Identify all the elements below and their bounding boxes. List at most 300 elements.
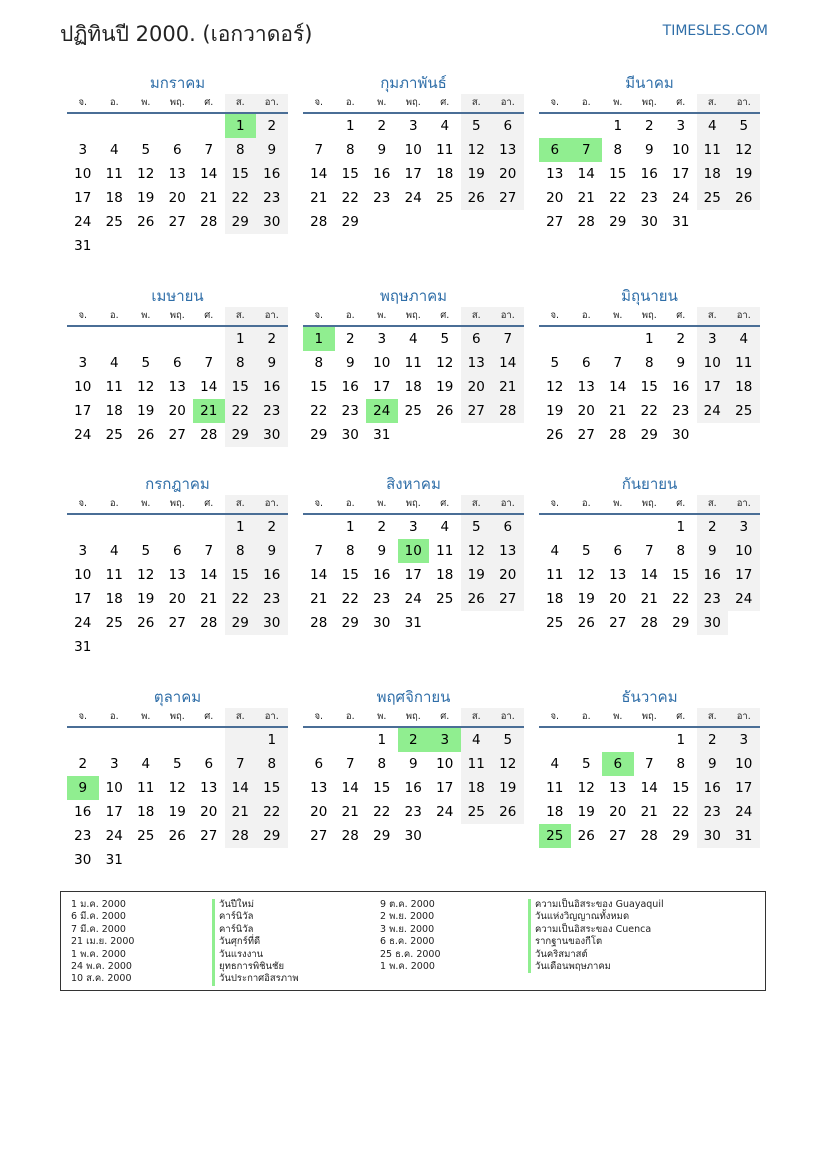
day-cell[interactable]: 15 — [225, 563, 257, 587]
day-cell[interactable]: 8 — [256, 752, 288, 776]
day-cell[interactable]: 2 — [256, 515, 288, 539]
day-cell[interactable]: 15 — [672, 567, 690, 583]
day-cell[interactable]: 15 — [672, 780, 690, 796]
day-cell[interactable]: 24 — [74, 427, 92, 443]
day-cell[interactable]: 8 — [676, 543, 686, 559]
day-cell[interactable]: 14 — [640, 567, 658, 583]
day-cell[interactable]: 24 — [404, 591, 422, 607]
day-cell[interactable]: 7 — [314, 543, 324, 559]
day-cell[interactable]: 24 — [105, 828, 123, 844]
day-cell[interactable]: 3 — [697, 327, 729, 351]
day-cell[interactable]: 31 — [373, 427, 391, 443]
day-cell[interactable]: 26 — [436, 403, 454, 419]
day-cell[interactable]: 7 — [345, 756, 355, 772]
day-cell[interactable]: 1 — [644, 331, 654, 347]
day-cell[interactable]: 17 — [105, 804, 123, 820]
day-cell[interactable]: 13 — [168, 379, 186, 395]
day-cell[interactable]: 2 — [644, 118, 654, 134]
day-cell[interactable]: 26 — [728, 186, 760, 210]
day-cell[interactable]: 8 — [225, 138, 257, 162]
day-cell[interactable]: 31 — [404, 615, 422, 631]
day-cell[interactable]: 4 — [440, 118, 450, 134]
day-cell[interactable]: 27 — [609, 615, 627, 631]
day-cell[interactable]: 29 — [310, 427, 328, 443]
day-cell[interactable]: 9 — [676, 355, 686, 371]
day-cell[interactable]: 4 — [440, 519, 450, 535]
day-cell[interactable]: 23 — [373, 591, 391, 607]
day-cell[interactable]: 10 — [105, 780, 123, 796]
day-cell[interactable]: 13 — [168, 567, 186, 583]
day-cell[interactable]: 17 — [74, 190, 92, 206]
day-cell[interactable]: 25 — [436, 190, 454, 206]
day-cell[interactable]: 5 — [461, 114, 493, 138]
day-cell[interactable]: 17 — [404, 567, 422, 583]
day-cell[interactable]: 18 — [137, 804, 155, 820]
day-cell[interactable]: 22 — [672, 804, 690, 820]
day-cell[interactable]: 14 — [200, 567, 218, 583]
day-cell[interactable]: 2 — [697, 728, 729, 752]
day-cell[interactable]: 10 — [728, 752, 760, 776]
day-cell[interactable]: 9 — [377, 142, 387, 158]
day-cell[interactable]: 9 — [644, 142, 654, 158]
day-cell[interactable]: 21 — [640, 804, 658, 820]
day-cell[interactable]: 27 — [200, 828, 218, 844]
day-cell[interactable]: 3 — [78, 142, 88, 158]
day-cell[interactable]: 21 — [609, 403, 627, 419]
day-cell[interactable]: 8 — [613, 142, 623, 158]
day-cell[interactable]: 6 — [492, 515, 524, 539]
day-cell[interactable]: 2 — [256, 327, 288, 351]
day-cell[interactable]: 5 — [141, 142, 151, 158]
day-cell[interactable]: 3 — [408, 519, 418, 535]
day-cell[interactable]: 31 — [74, 238, 92, 254]
day-cell[interactable]: 31 — [672, 214, 690, 230]
day-cell[interactable]: 27 — [168, 615, 186, 631]
day-cell[interactable]: 17 — [404, 166, 422, 182]
day-cell[interactable]: 29 — [373, 828, 391, 844]
day-cell[interactable]: 13 — [577, 379, 595, 395]
day-cell[interactable]: 1 — [613, 118, 623, 134]
day-cell[interactable]: 28 — [640, 828, 658, 844]
day-cell[interactable]: 1 — [676, 519, 686, 535]
day-cell[interactable]: 19 — [137, 591, 155, 607]
day-cell[interactable]: 11 — [436, 142, 454, 158]
day-cell[interactable]: 8 — [314, 355, 324, 371]
day-cell[interactable]: 5 — [141, 355, 151, 371]
day-cell[interactable]: 12 — [168, 780, 186, 796]
day-cell[interactable]: 7 — [613, 355, 623, 371]
day-cell[interactable]: 23 — [672, 403, 690, 419]
day-cell[interactable]: 28 — [200, 427, 218, 443]
day-cell[interactable]: 26 — [168, 828, 186, 844]
holiday-day-cell[interactable]: 3 — [429, 728, 461, 752]
day-cell[interactable]: 11 — [105, 567, 123, 583]
day-cell[interactable]: 21 — [577, 190, 595, 206]
day-cell[interactable]: 19 — [137, 190, 155, 206]
day-cell[interactable]: 18 — [404, 379, 422, 395]
day-cell[interactable]: 17 — [373, 379, 391, 395]
day-cell[interactable]: 7 — [314, 142, 324, 158]
day-cell[interactable]: 9 — [408, 756, 418, 772]
day-cell[interactable]: 1 — [377, 732, 387, 748]
day-cell[interactable]: 18 — [728, 375, 760, 399]
day-cell[interactable]: 28 — [492, 399, 524, 423]
day-cell[interactable]: 23 — [256, 186, 288, 210]
day-cell[interactable]: 18 — [105, 403, 123, 419]
day-cell[interactable]: 9 — [345, 355, 355, 371]
day-cell[interactable]: 10 — [697, 351, 729, 375]
day-cell[interactable]: 19 — [546, 403, 564, 419]
day-cell[interactable]: 21 — [200, 591, 218, 607]
day-cell[interactable]: 31 — [74, 639, 92, 655]
day-cell[interactable]: 30 — [256, 210, 288, 234]
day-cell[interactable]: 12 — [728, 138, 760, 162]
day-cell[interactable]: 19 — [577, 591, 595, 607]
day-cell[interactable]: 28 — [341, 828, 359, 844]
day-cell[interactable]: 19 — [461, 162, 493, 186]
day-cell[interactable]: 3 — [78, 355, 88, 371]
day-cell[interactable]: 23 — [341, 403, 359, 419]
day-cell[interactable]: 21 — [200, 190, 218, 206]
day-cell[interactable]: 15 — [640, 379, 658, 395]
day-cell[interactable]: 10 — [74, 166, 92, 182]
day-cell[interactable]: 15 — [609, 166, 627, 182]
day-cell[interactable]: 12 — [461, 138, 493, 162]
day-cell[interactable]: 25 — [436, 591, 454, 607]
day-cell[interactable]: 20 — [200, 804, 218, 820]
day-cell[interactable]: 2 — [697, 515, 729, 539]
day-cell[interactable]: 14 — [225, 776, 257, 800]
day-cell[interactable]: 18 — [105, 190, 123, 206]
day-cell[interactable]: 25 — [697, 186, 729, 210]
day-cell[interactable]: 3 — [78, 543, 88, 559]
day-cell[interactable]: 17 — [436, 780, 454, 796]
holiday-day-cell[interactable]: 1 — [225, 114, 257, 138]
day-cell[interactable]: 14 — [341, 780, 359, 796]
day-cell[interactable]: 6 — [314, 756, 324, 772]
day-cell[interactable]: 4 — [461, 728, 493, 752]
day-cell[interactable]: 29 — [672, 828, 690, 844]
holiday-day-cell[interactable]: 25 — [539, 824, 571, 848]
day-cell[interactable]: 5 — [461, 515, 493, 539]
day-cell[interactable]: 15 — [225, 162, 257, 186]
day-cell[interactable]: 18 — [546, 591, 564, 607]
day-cell[interactable]: 7 — [204, 355, 214, 371]
day-cell[interactable]: 29 — [256, 824, 288, 848]
day-cell[interactable]: 13 — [200, 780, 218, 796]
day-cell[interactable]: 26 — [137, 615, 155, 631]
day-cell[interactable]: 30 — [672, 427, 690, 443]
day-cell[interactable]: 11 — [697, 138, 729, 162]
day-cell[interactable]: 14 — [609, 379, 627, 395]
holiday-day-cell[interactable]: 6 — [602, 752, 634, 776]
day-cell[interactable]: 17 — [672, 166, 690, 182]
day-cell[interactable]: 1 — [345, 519, 355, 535]
day-cell[interactable]: 11 — [105, 166, 123, 182]
day-cell[interactable]: 21 — [341, 804, 359, 820]
day-cell[interactable]: 10 — [74, 379, 92, 395]
day-cell[interactable]: 28 — [640, 615, 658, 631]
day-cell[interactable]: 22 — [341, 591, 359, 607]
day-cell[interactable]: 20 — [577, 403, 595, 419]
day-cell[interactable]: 13 — [168, 166, 186, 182]
day-cell[interactable]: 13 — [609, 780, 627, 796]
day-cell[interactable]: 9 — [377, 543, 387, 559]
day-cell[interactable]: 4 — [109, 142, 119, 158]
day-cell[interactable]: 8 — [345, 142, 355, 158]
day-cell[interactable]: 20 — [168, 591, 186, 607]
day-cell[interactable]: 9 — [256, 351, 288, 375]
day-cell[interactable]: 10 — [728, 539, 760, 563]
day-cell[interactable]: 26 — [577, 828, 595, 844]
day-cell[interactable]: 20 — [546, 190, 564, 206]
day-cell[interactable]: 11 — [728, 351, 760, 375]
day-cell[interactable]: 19 — [728, 162, 760, 186]
day-cell[interactable]: 18 — [546, 804, 564, 820]
day-cell[interactable]: 31 — [728, 824, 760, 848]
day-cell[interactable]: 22 — [609, 190, 627, 206]
day-cell[interactable]: 19 — [577, 804, 595, 820]
day-cell[interactable]: 15 — [310, 379, 328, 395]
day-cell[interactable]: 22 — [373, 804, 391, 820]
day-cell[interactable]: 23 — [697, 800, 729, 824]
day-cell[interactable]: 3 — [408, 118, 418, 134]
day-cell[interactable]: 15 — [256, 776, 288, 800]
day-cell[interactable]: 15 — [225, 375, 257, 399]
day-cell[interactable]: 12 — [436, 355, 454, 371]
day-cell[interactable]: 21 — [310, 591, 328, 607]
day-cell[interactable]: 25 — [137, 828, 155, 844]
day-cell[interactable]: 27 — [168, 214, 186, 230]
day-cell[interactable]: 25 — [728, 399, 760, 423]
brand-link[interactable]: TIMESLES.COM — [662, 23, 768, 39]
day-cell[interactable]: 4 — [697, 114, 729, 138]
day-cell[interactable]: 16 — [373, 166, 391, 182]
day-cell[interactable]: 8 — [676, 756, 686, 772]
day-cell[interactable]: 28 — [310, 214, 328, 230]
day-cell[interactable]: 17 — [74, 591, 92, 607]
day-cell[interactable]: 11 — [404, 355, 422, 371]
day-cell[interactable]: 11 — [105, 379, 123, 395]
day-cell[interactable]: 11 — [436, 543, 454, 559]
day-cell[interactable]: 23 — [256, 399, 288, 423]
day-cell[interactable]: 28 — [200, 214, 218, 230]
day-cell[interactable]: 16 — [256, 563, 288, 587]
day-cell[interactable]: 7 — [644, 756, 654, 772]
day-cell[interactable]: 12 — [492, 752, 524, 776]
day-cell[interactable]: 13 — [461, 351, 493, 375]
day-cell[interactable]: 26 — [577, 615, 595, 631]
day-cell[interactable]: 1 — [256, 728, 288, 752]
day-cell[interactable]: 16 — [74, 804, 92, 820]
day-cell[interactable]: 27 — [492, 186, 524, 210]
holiday-day-cell[interactable]: 1 — [303, 327, 335, 351]
day-cell[interactable]: 29 — [609, 214, 627, 230]
day-cell[interactable]: 19 — [137, 403, 155, 419]
day-cell[interactable]: 27 — [492, 587, 524, 611]
day-cell[interactable]: 15 — [341, 567, 359, 583]
day-cell[interactable]: 9 — [697, 539, 729, 563]
day-cell[interactable]: 30 — [697, 824, 729, 848]
day-cell[interactable]: 10 — [436, 756, 454, 772]
day-cell[interactable]: 5 — [172, 756, 182, 772]
day-cell[interactable]: 2 — [78, 756, 88, 772]
day-cell[interactable]: 24 — [697, 399, 729, 423]
day-cell[interactable]: 20 — [168, 403, 186, 419]
day-cell[interactable]: 29 — [225, 611, 257, 635]
day-cell[interactable]: 6 — [172, 355, 182, 371]
day-cell[interactable]: 25 — [404, 403, 422, 419]
day-cell[interactable]: 3 — [676, 118, 686, 134]
day-cell[interactable]: 8 — [345, 543, 355, 559]
day-cell[interactable]: 11 — [546, 567, 564, 583]
day-cell[interactable]: 30 — [256, 611, 288, 635]
holiday-day-cell[interactable]: 24 — [366, 399, 398, 423]
day-cell[interactable]: 1 — [225, 515, 257, 539]
day-cell[interactable]: 29 — [225, 423, 257, 447]
day-cell[interactable]: 26 — [137, 214, 155, 230]
day-cell[interactable]: 16 — [341, 379, 359, 395]
day-cell[interactable]: 14 — [492, 351, 524, 375]
day-cell[interactable]: 1 — [225, 327, 257, 351]
day-cell[interactable]: 12 — [137, 166, 155, 182]
day-cell[interactable]: 25 — [105, 615, 123, 631]
day-cell[interactable]: 20 — [168, 190, 186, 206]
day-cell[interactable]: 27 — [577, 427, 595, 443]
holiday-day-cell[interactable]: 6 — [539, 138, 571, 162]
day-cell[interactable]: 30 — [373, 615, 391, 631]
day-cell[interactable]: 23 — [404, 804, 422, 820]
day-cell[interactable]: 30 — [697, 611, 729, 635]
day-cell[interactable]: 5 — [581, 756, 591, 772]
day-cell[interactable]: 3 — [728, 728, 760, 752]
day-cell[interactable]: 8 — [225, 539, 257, 563]
day-cell[interactable]: 26 — [137, 427, 155, 443]
day-cell[interactable]: 8 — [377, 756, 387, 772]
day-cell[interactable]: 30 — [640, 214, 658, 230]
day-cell[interactable]: 21 — [225, 800, 257, 824]
day-cell[interactable]: 22 — [225, 399, 257, 423]
day-cell[interactable]: 29 — [341, 615, 359, 631]
day-cell[interactable]: 29 — [640, 427, 658, 443]
day-cell[interactable]: 7 — [492, 327, 524, 351]
day-cell[interactable]: 14 — [577, 166, 595, 182]
day-cell[interactable]: 12 — [137, 379, 155, 395]
day-cell[interactable]: 4 — [141, 756, 151, 772]
day-cell[interactable]: 30 — [74, 852, 92, 868]
holiday-day-cell[interactable]: 10 — [398, 539, 430, 563]
day-cell[interactable]: 11 — [137, 780, 155, 796]
day-cell[interactable]: 20 — [492, 162, 524, 186]
day-cell[interactable]: 8 — [644, 355, 654, 371]
day-cell[interactable]: 24 — [404, 190, 422, 206]
day-cell[interactable]: 20 — [461, 375, 493, 399]
day-cell[interactable]: 31 — [105, 852, 123, 868]
day-cell[interactable]: 6 — [492, 114, 524, 138]
day-cell[interactable]: 4 — [408, 331, 418, 347]
day-cell[interactable]: 23 — [697, 587, 729, 611]
day-cell[interactable]: 22 — [256, 800, 288, 824]
day-cell[interactable]: 22 — [341, 190, 359, 206]
day-cell[interactable]: 2 — [377, 519, 387, 535]
day-cell[interactable]: 23 — [256, 587, 288, 611]
day-cell[interactable]: 18 — [461, 776, 493, 800]
day-cell[interactable]: 4 — [728, 327, 760, 351]
day-cell[interactable]: 10 — [404, 142, 422, 158]
day-cell[interactable]: 6 — [172, 543, 182, 559]
day-cell[interactable]: 28 — [577, 214, 595, 230]
day-cell[interactable]: 25 — [546, 615, 564, 631]
day-cell[interactable]: 23 — [640, 190, 658, 206]
day-cell[interactable]: 2 — [676, 331, 686, 347]
day-cell[interactable]: 28 — [310, 615, 328, 631]
day-cell[interactable]: 12 — [461, 539, 493, 563]
day-cell[interactable]: 20 — [609, 591, 627, 607]
day-cell[interactable]: 27 — [168, 427, 186, 443]
holiday-day-cell[interactable]: 7 — [571, 138, 603, 162]
day-cell[interactable]: 4 — [109, 355, 119, 371]
day-cell[interactable]: 5 — [581, 543, 591, 559]
day-cell[interactable]: 14 — [640, 780, 658, 796]
day-cell[interactable]: 23 — [74, 828, 92, 844]
day-cell[interactable]: 30 — [256, 423, 288, 447]
day-cell[interactable]: 12 — [577, 567, 595, 583]
day-cell[interactable]: 24 — [728, 587, 760, 611]
day-cell[interactable]: 7 — [204, 142, 214, 158]
day-cell[interactable]: 27 — [609, 828, 627, 844]
day-cell[interactable]: 5 — [550, 355, 560, 371]
day-cell[interactable]: 28 — [200, 615, 218, 631]
day-cell[interactable]: 16 — [697, 563, 729, 587]
day-cell[interactable]: 5 — [440, 331, 450, 347]
day-cell[interactable]: 16 — [404, 780, 422, 796]
day-cell[interactable]: 8 — [225, 351, 257, 375]
day-cell[interactable]: 7 — [225, 752, 257, 776]
day-cell[interactable]: 25 — [461, 800, 493, 824]
day-cell[interactable]: 6 — [172, 142, 182, 158]
day-cell[interactable]: 18 — [697, 162, 729, 186]
day-cell[interactable]: 4 — [109, 543, 119, 559]
day-cell[interactable]: 24 — [74, 214, 92, 230]
day-cell[interactable]: 20 — [492, 563, 524, 587]
day-cell[interactable]: 5 — [141, 543, 151, 559]
day-cell[interactable]: 16 — [672, 379, 690, 395]
day-cell[interactable]: 13 — [492, 539, 524, 563]
day-cell[interactable]: 18 — [436, 567, 454, 583]
day-cell[interactable]: 20 — [609, 804, 627, 820]
day-cell[interactable]: 9 — [697, 752, 729, 776]
day-cell[interactable]: 13 — [609, 567, 627, 583]
day-cell[interactable]: 22 — [225, 587, 257, 611]
day-cell[interactable]: 24 — [728, 800, 760, 824]
day-cell[interactable]: 1 — [345, 118, 355, 134]
day-cell[interactable]: 26 — [546, 427, 564, 443]
day-cell[interactable]: 19 — [492, 776, 524, 800]
day-cell[interactable]: 12 — [577, 780, 595, 796]
day-cell[interactable]: 22 — [672, 591, 690, 607]
day-cell[interactable]: 29 — [672, 615, 690, 631]
day-cell[interactable]: 13 — [546, 166, 564, 182]
day-cell[interactable]: 16 — [256, 375, 288, 399]
day-cell[interactable]: 5 — [492, 728, 524, 752]
day-cell[interactable]: 17 — [697, 375, 729, 399]
day-cell[interactable]: 10 — [672, 142, 690, 158]
day-cell[interactable]: 14 — [200, 166, 218, 182]
day-cell[interactable]: 7 — [644, 543, 654, 559]
day-cell[interactable]: 12 — [137, 567, 155, 583]
day-cell[interactable]: 6 — [204, 756, 214, 772]
day-cell[interactable]: 4 — [550, 756, 560, 772]
